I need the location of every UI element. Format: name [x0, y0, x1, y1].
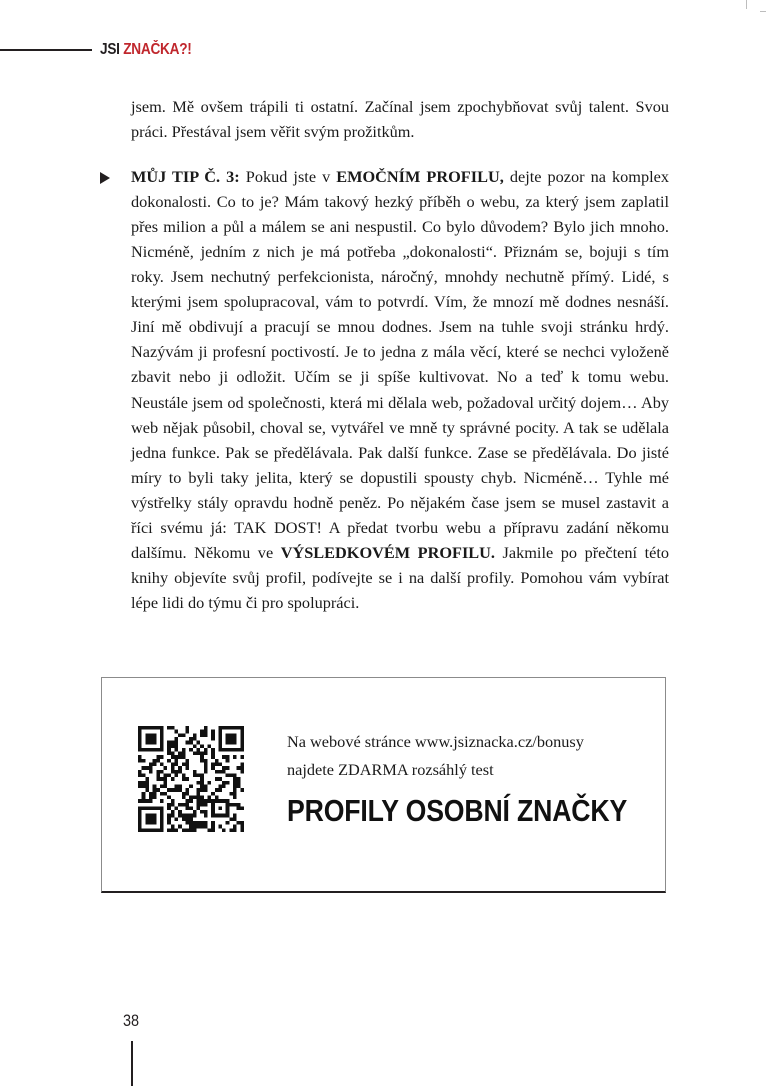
- tip-body-text: dejte pozor na komplex dokonalosti. Co to je? Mám takový hezký příběh o webu, za který jsem zaplatil přes milion a půl a málem se ani nespustil. Co bylo důvodem? Bylo jich mnoho. Nicméně, jedním z nich je má potřeba „dokonalosti“. Přiznám se, bojuji s tím roky. Jsem nechutný perfekcionista, náročný, mnohdy nechutně přímý. Lidé, s kterými jsem spolupracoval, vám to potvrdí. Vím, že mnozí mě dodnes nesnáší. Jiní mě obdivují a pracují se mnou dodnes. Jsem na tuhle svoji stránku hrdý. Nazývám ji profesní poctivostí. Je to jedna z mála věcí, které se nechci vyloženě zbavit nebo ji odložit. Učím se ji spíše kultivovat. No a teď k tomu webu. Neustále jsem od společnosti, která mi dělala web, požadoval určitý dojem… Aby web nějak působil, choval se, vytvářel ve mně ty správné pocity. A tak se udělala jedna funkce. Pak se předělávala. Pak další funkce. Zase se předělávala. Do jisté míry to byli taky jelita, který se dopustili spousty chyb. Nicméně… Tyhle mé výstřelky stály opravdu hodně peněz. Po nějakém čase jsem se musel zastavit a říci svému já: TAK DOST! A předat tvorbu webu a přípravu zadání někomu dalšímu. Někomu ve: [131, 167, 670, 562]
- tip-label: MŮJ TIP Č. 3:: [131, 167, 240, 187]
- triangle-right-icon: [100, 172, 110, 184]
- tip-emphasis-result-profile: VÝSLEDKOVÉM PROFILU.: [280, 542, 495, 562]
- tip-closing-text: Jakmile po přečtení této knihy objevíte svůj profil, podívejte se i na další profily. Pomohou vám vybírat lépe lidi do týmu či pro spolupráci.: [131, 542, 669, 612]
- promo-line-2: najdete ZDARMA rozsáhlý test: [287, 760, 494, 779]
- crop-mark-vertical: [746, 0, 747, 9]
- paragraph-continuation: jsem. Mě ovšem trápili ti ostatní. Začínal jsem zpochybňovat svůj talent. Svou práci. Přestával jsem věřit svým prožitkům.: [131, 97, 669, 142]
- promo-text-block: [287, 728, 647, 828]
- tip-lead-text: Pokud jste v: [239, 167, 337, 187]
- running-head-word-black: JSI: [100, 41, 120, 58]
- running-head: [0, 40, 768, 64]
- folio-rule: [131, 1041, 133, 1086]
- promo-box: [101, 677, 666, 893]
- tip-paragraph: [131, 164, 669, 615]
- running-head-rule: [0, 49, 92, 51]
- promo-headline: PROFILY OSOBNÍ ZNAČKY: [287, 793, 628, 828]
- running-head-word-red: ZNAČKA?!: [123, 41, 192, 58]
- crop-mark-horizontal: [760, 11, 766, 12]
- qr-code-icon: [138, 726, 244, 832]
- page-number: 38: [123, 1011, 140, 1030]
- promo-line-1: Na webové stránce www.jsiznacka.cz/bonusy: [287, 732, 584, 751]
- tip-emphasis-emotional-profile: EMOČNÍM PROFILU,: [336, 167, 504, 187]
- text-column: [131, 94, 669, 615]
- running-head-title: [100, 40, 192, 60]
